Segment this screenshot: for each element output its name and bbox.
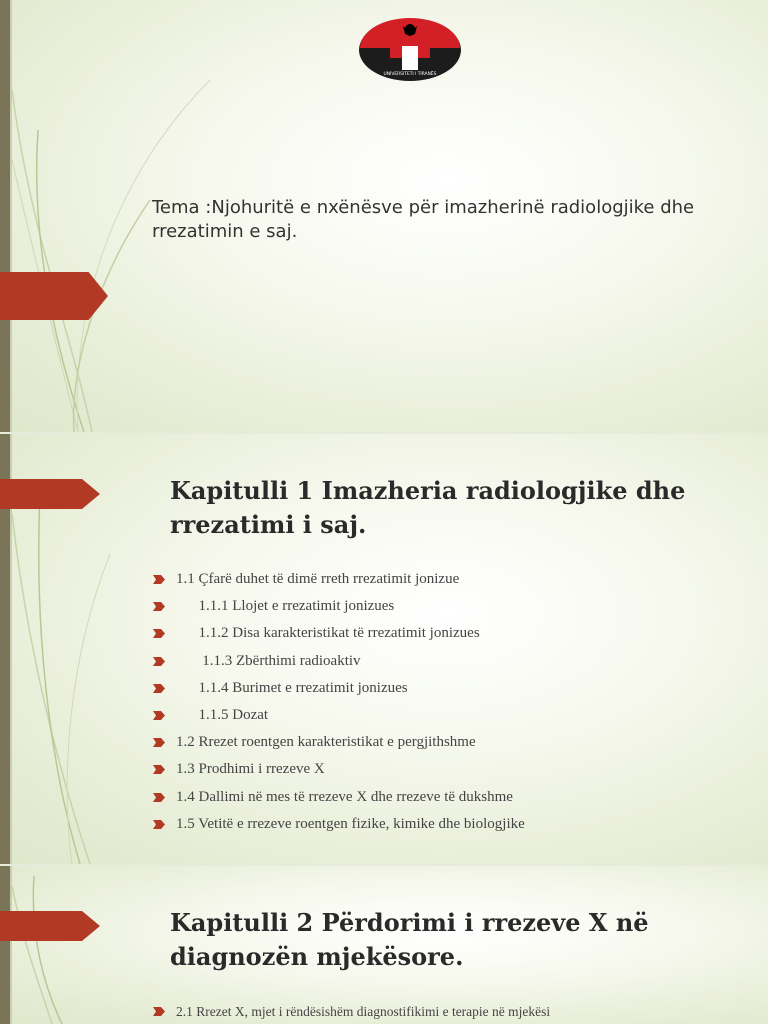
arrow-banner-icon bbox=[0, 911, 100, 941]
slide-sidebar-line bbox=[10, 866, 12, 1024]
slide-sidebar-line bbox=[10, 0, 12, 432]
toc-item: 1.1.2 Disa karakteristikat të rrezatimit jonizues bbox=[150, 620, 525, 647]
arrow-banner-icon bbox=[0, 479, 100, 509]
arrow-bullet-icon bbox=[153, 684, 165, 693]
logo-text: UNIVERSITETI I TIRANËS bbox=[383, 72, 437, 77]
toc-item: 1.1.4 Burimet e rrezatimit jonizues bbox=[150, 675, 525, 702]
arrow-bullet-icon bbox=[153, 657, 165, 666]
toc-item: 1.1.1 Llojet e rrezatimit jonizues bbox=[150, 593, 525, 620]
chapter-1-heading: Kapitulli 1 Imazheria radiologjike dhe rrezatimi i saj. bbox=[170, 476, 686, 539]
slide-sidebar bbox=[0, 866, 10, 1024]
arrow-bullet-icon bbox=[153, 793, 165, 802]
arrow-banner-icon bbox=[0, 272, 108, 320]
arrow-bullet-icon bbox=[153, 711, 165, 720]
slide-1 bbox=[0, 0, 768, 432]
arrow-bullet-icon bbox=[153, 602, 165, 611]
arrow-bullet-icon bbox=[153, 1007, 165, 1016]
toc-item: 1.2 Rrezet roentgen karakteristikat e pergjithshme bbox=[150, 729, 525, 756]
chapter-1-toc bbox=[150, 566, 525, 838]
slide-2 bbox=[0, 434, 768, 864]
toc-item: 1.1 Çfarë duhet të dimë rreth rrezatimit jonizue bbox=[150, 566, 525, 593]
chapter-2-toc bbox=[150, 998, 550, 1024]
toc-item: 1.1.5 Dozat bbox=[150, 702, 525, 729]
slide-1-title: Tema :Njohuritë e nxënësve për imazherinë radiologjike dhe rrezatimin e saj. bbox=[152, 197, 695, 242]
arrow-bullet-icon bbox=[153, 629, 165, 638]
toc-item: 1.1.3 Zbërthimi radioaktiv bbox=[150, 648, 525, 675]
arrow-bullet-icon bbox=[153, 765, 165, 774]
toc-item: 1.4 Dallimi në mes të rrezeve X dhe rrezeve të dukshme bbox=[150, 784, 525, 811]
toc-item: 1.3 Prodhimi i rrezeve X bbox=[150, 756, 525, 783]
toc-item: 2.1 Rrezet X, mjet i rëndësishëm diagnostifikimi e terapie në mjekësi bbox=[150, 998, 550, 1024]
arrow-bullet-icon bbox=[153, 575, 165, 584]
toc-item: 1.5 Vetitë e rrezeve roentgen fizike, kimike dhe biologjike bbox=[150, 811, 525, 838]
slide-sidebar bbox=[0, 0, 10, 432]
arrow-bullet-icon bbox=[153, 820, 165, 829]
slide-3 bbox=[0, 866, 768, 1024]
arrow-bullet-icon bbox=[153, 738, 165, 747]
chapter-2-heading: Kapitulli 2 Përdorimi i rrezeve X në diagnozën mjekësore. bbox=[170, 908, 649, 971]
university-of-tirana-logo bbox=[358, 18, 462, 82]
